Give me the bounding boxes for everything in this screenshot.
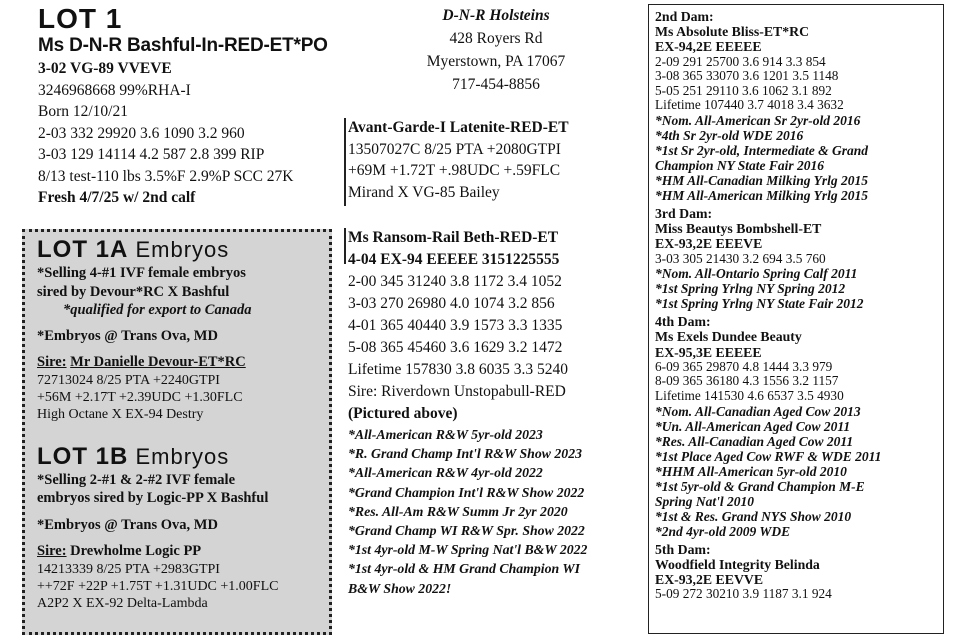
lot1a-sire-detail: 72713024 8/25 PTA +2240GTPI xyxy=(37,372,220,388)
fourth-dam-award: *1st Place Aged Cow RWF & WDE 2011 xyxy=(655,448,882,464)
lot1a-desc: sired by Devour*RC X Bashful xyxy=(37,283,230,300)
lot1b-desc: *Selling 2-#1 & 2-#2 IVF female xyxy=(37,471,236,488)
dam-name: Ms Ransom-Rail Beth-RED-ET xyxy=(348,229,559,246)
dam-record: 3-03 270 26980 4.0 1074 3.2 856 xyxy=(348,295,555,312)
second-dam-record: 2-09 291 25700 3.6 914 3.3 854 xyxy=(655,53,826,69)
lot1b-desc: embryos sired by Logic-PP X Bashful xyxy=(37,490,269,506)
lot1b-sire-detail: A2P2 X EX-92 Delta-Lambda xyxy=(37,595,208,611)
dam-sire: Sire: Riverdown Unstopabull-RED xyxy=(348,383,566,400)
fourth-dam-award: *1st & Res. Grand NYS Show 2010 xyxy=(655,508,852,524)
second-dam-label: 2nd Dam: xyxy=(655,9,714,24)
dam-award: *Grand Champion Int'l R&W Show 2022 xyxy=(348,484,585,500)
sire-detail: +69M +1.72T +.98UDC +.59FLC xyxy=(348,162,561,179)
dam-record: 4-01 365 40440 3.9 1573 3.3 1335 xyxy=(348,317,563,334)
dam-award: *All-American R&W 4yr-old 2022 xyxy=(348,465,543,481)
lot1b-sire-detail: 14213339 8/25 PTA +2983GTPI xyxy=(37,561,220,577)
lot1-fresh: Fresh 4/7/25 w/ 2nd calf xyxy=(38,189,196,206)
dam-award: *1st 4yr-old & HM Grand Champion WI xyxy=(348,561,581,577)
lot1-title: LOT 1 xyxy=(38,3,123,34)
dam-lifetime: Lifetime 157830 3.8 6035 3.3 5240 xyxy=(348,361,568,378)
lot1b-sire: Sire: Drewholme Logic PP xyxy=(37,543,202,559)
sire-detail: 13507027C 8/25 PTA +2080GTPI xyxy=(348,140,561,158)
second-dam-name: Ms Absolute Bliss-ET*RC xyxy=(655,24,810,40)
fourth-dam-name: Ms Exels Dundee Beauty xyxy=(655,329,802,345)
second-dam-record: 5-05 251 29110 3.6 1062 3.1 892 xyxy=(655,82,832,98)
fourth-dam-record: Lifetime 141530 4.6 6537 3.5 4930 xyxy=(655,387,844,403)
lot1a-sire-detail: +56M +2.17T +2.39UDC +1.30FLC xyxy=(37,389,243,405)
lot1a-title: LOT 1A Embryos xyxy=(37,236,230,263)
lot1-registration: 3246968668 99%RHA-I xyxy=(38,81,191,99)
embryo-box xyxy=(22,229,332,635)
dam-section xyxy=(348,227,648,598)
fourth-dam-award: *Nom. All-Canadian Aged Cow 2013 xyxy=(655,403,861,419)
second-dam-record: Lifetime 107440 3.7 4018 3.4 3632 xyxy=(655,97,844,113)
farm-info xyxy=(410,4,582,96)
lot1a-location: *Embryos @ Trans Ova, MD xyxy=(37,327,218,344)
dam-award: *Res. All-Am R&W Summ Jr 2yr 2020 xyxy=(348,503,568,519)
third-dam-record: 3-03 305 21430 3.2 694 3.5 760 xyxy=(655,250,826,266)
fourth-dam-record: 6-09 365 29870 4.8 1444 3.3 979 xyxy=(655,358,833,374)
fifth-dam-record: 5-09 272 30210 3.9 1187 3.1 924 xyxy=(655,586,832,602)
fourth-dam-award: *2nd 4yr-old 2009 WDE xyxy=(655,523,791,539)
second-dam-class: EX-94,2E EEEEE xyxy=(655,39,762,55)
lot1a-sire-detail: High Octane X EX-94 Destry xyxy=(37,406,204,422)
sire-section xyxy=(348,117,618,203)
dam-award: *Grand Champ WI R&W Spr. Show 2022 xyxy=(348,523,585,539)
farm-address: 428 Royers Rd xyxy=(449,30,543,47)
farm-phone: 717-454-8856 xyxy=(452,76,540,93)
second-dam-award: *1st Sr 2yr-old, Intermediate & Grand xyxy=(655,142,869,158)
fourth-dam-class: EX-95,3E EEEEE xyxy=(655,344,762,360)
dam-class: 4-04 EX-94 EEEEE 3151225555 xyxy=(348,251,560,268)
pedigree-line xyxy=(344,118,346,206)
fifth-dam-class: EX-93,2E EEVVE xyxy=(655,571,764,587)
fourth-dam-award: *Un. All-American Aged Cow 2011 xyxy=(655,418,851,434)
dam-record: 5-08 365 45460 3.6 1629 3.2 1472 xyxy=(348,339,563,356)
third-dam-award: *1st Spring Yrlng NY State Fair 2012 xyxy=(655,296,864,312)
sire-detail: Mirand X VG-85 Bailey xyxy=(348,183,500,201)
fourth-dam-label: 4th Dam: xyxy=(655,314,711,330)
lot1-record: 3-03 129 14114 4.2 587 2.8 399 RIP xyxy=(38,146,265,163)
lot1a-desc: *Selling 4-#1 IVF female embryos xyxy=(37,265,246,281)
third-dam-class: EX-93,2E EEEVE xyxy=(655,236,763,252)
dam-pictured: (Pictured above) xyxy=(348,405,458,422)
second-dam-award: *4th Sr 2yr-old WDE 2016 xyxy=(655,127,804,143)
farm-name: D-N-R Holsteins xyxy=(442,7,550,24)
second-dam-award: *Nom. All-American Sr 2yr-old 2016 xyxy=(655,112,861,128)
second-dam-award: Champion NY State Fair 2016 xyxy=(655,157,825,173)
third-dam-name: Miss Beautys Bombshell-ET xyxy=(655,221,822,237)
pedigree-line xyxy=(344,228,346,264)
farm-city: Myerstown, PA 17067 xyxy=(426,53,566,70)
second-dam-award: *HM All-American Milking Yrlg 2015 xyxy=(655,187,869,203)
maternal-pedigree-box xyxy=(648,4,944,634)
second-dam-award: *HM All-Canadian Milking Yrlg 2015 xyxy=(655,172,869,188)
lot1b-sire-detail: ++72F +22P +1.75T +1.31UDC +1.00FLC xyxy=(37,578,279,594)
fifth-dam-name: Woodfield Integrity Belinda xyxy=(655,556,820,572)
lot1-classification: 3-02 VG-89 VVEVE xyxy=(38,60,172,77)
sire-name: Avant-Garde-I Latenite-RED-ET xyxy=(348,119,569,136)
lot1-section xyxy=(38,4,338,209)
lot1a-qualified: *qualified for export to Canada xyxy=(63,302,252,318)
fourth-dam-award: *HHM All-American 5yr-old 2010 xyxy=(655,463,847,479)
lot1-record: 2-03 332 29920 3.6 1090 3.2 960 xyxy=(38,124,245,142)
fourth-dam-award: *Res. All-Canadian Aged Cow 2011 xyxy=(655,433,854,449)
lot1b-title: LOT 1B Embryos xyxy=(37,442,230,470)
lot1-cow-name: Ms D-N-R Bashful-In-RED-ET*PO xyxy=(38,35,328,56)
fourth-dam-record: 8-09 365 36180 4.3 1556 3.2 1157 xyxy=(655,373,839,389)
third-dam-award: *Nom. All-Ontario Spring Calf 2011 xyxy=(655,266,858,282)
dam-award: B&W Show 2022! xyxy=(348,580,452,596)
third-dam-award: *1st Spring Yrlng NY Spring 2012 xyxy=(655,281,846,297)
dam-award: *1st 4yr-old M-W Spring Nat'l B&W 2022 xyxy=(348,542,588,558)
second-dam-record: 3-08 365 33070 3.6 1201 3.5 1148 xyxy=(655,68,839,84)
dam-award: *All-American R&W 5yr-old 2023 xyxy=(348,427,543,442)
dam-record: 2-00 345 31240 3.8 1172 3.4 1052 xyxy=(348,273,562,290)
dam-award: *R. Grand Champ Int'l R&W Show 2023 xyxy=(348,446,582,462)
lot1-born: Born 12/10/21 xyxy=(38,103,128,120)
lot1-test: 8/13 test-110 lbs 3.5%F 2.9%P SCC 27K xyxy=(38,167,294,185)
lot1a-sire: Sire: Mr Danielle Devour-ET*RC xyxy=(37,354,246,370)
lot1b-location: *Embryos @ Trans Ova, MD xyxy=(37,516,218,533)
fourth-dam-award: Spring Nat'l 2010 xyxy=(655,493,755,509)
third-dam-label: 3rd Dam: xyxy=(655,205,713,221)
fourth-dam-award: *1st 5yr-old & Grand Champion M-E xyxy=(655,478,865,494)
fifth-dam-label: 5th Dam: xyxy=(655,541,711,557)
